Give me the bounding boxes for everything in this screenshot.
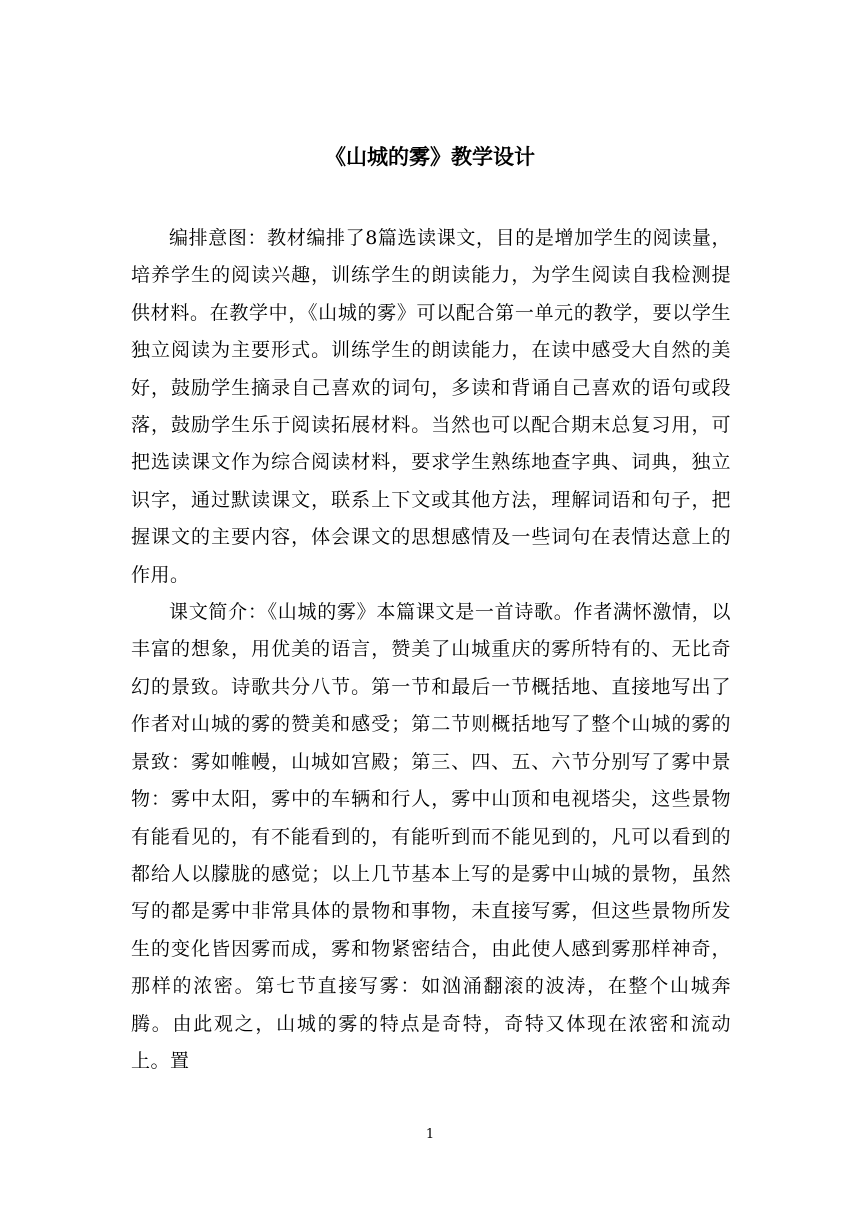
paragraph-design-intent: 编排意图：教材编排了8篇选读课文，目的是增加学生的阅读量，培养学生的阅读兴趣，训练学生的朗读能力，为学生阅读自我检测提供材料。在教学中，《山城的雾》可以配合第一单元的教学，要以学生独立阅读为主要形式。训练学生的朗读能力，在读中感受大自然的美好，鼓励学生摘录自己喜欢的词句，多读和背诵自己喜欢的语句或段落，鼓励学生乐于阅读拓展材料。当然也可以配合期末总复习用，可把选读课文作为综合阅读材料，要求学生熟练地查字典、词典，独立识字，通过默读课文，联系上下文或其他方法，理解词语和句子，把握课文的主要内容，体会课文的思想感情及一些词句在表情达意上的作用。 xyxy=(131,227,731,586)
page-number: 1 xyxy=(425,1127,435,1142)
paragraph-text-introduction: 课文简介：《山城的雾》本篇课文是一首诗歌。作者满怀激情，以丰富的想象，用优美的语言，赞美了山城重庆的雾所特有的、无比奇幻的景致。诗歌共分八节。第一节和最后一节概括地、直接地写出了作者对山城的雾的赞美和感受；第二节则概括地写了整个山城的雾的景致：雾如帷幔，山城如宫殿；第三、四、五、六节分别写了雾中景物：雾中太阳，雾中的车辆和行人，雾中山顶和电视塔尖，这些景物有能看见的，有不能看到的，有能听到而不能见到的，凡可以看到的都给人以朦胧的感觉；以上几节基本上写的是雾中山城的景物，虽然写的都是雾中非常具体的景物和事物，未直接写雾，但这些景物所发生的变化皆因雾而成，雾和物紧密结合，由此使人感到雾那样神奇，那样的浓密。第七节直接写雾：如汹涌翻滚的波涛，在整个山城奔腾。由此观之，山城的雾的特点是奇特，奇特又体现在浓密和流动上。置 xyxy=(131,601,731,1072)
document-title: 《山城的雾》教学设计 xyxy=(325,144,535,169)
document-body xyxy=(131,220,731,1080)
